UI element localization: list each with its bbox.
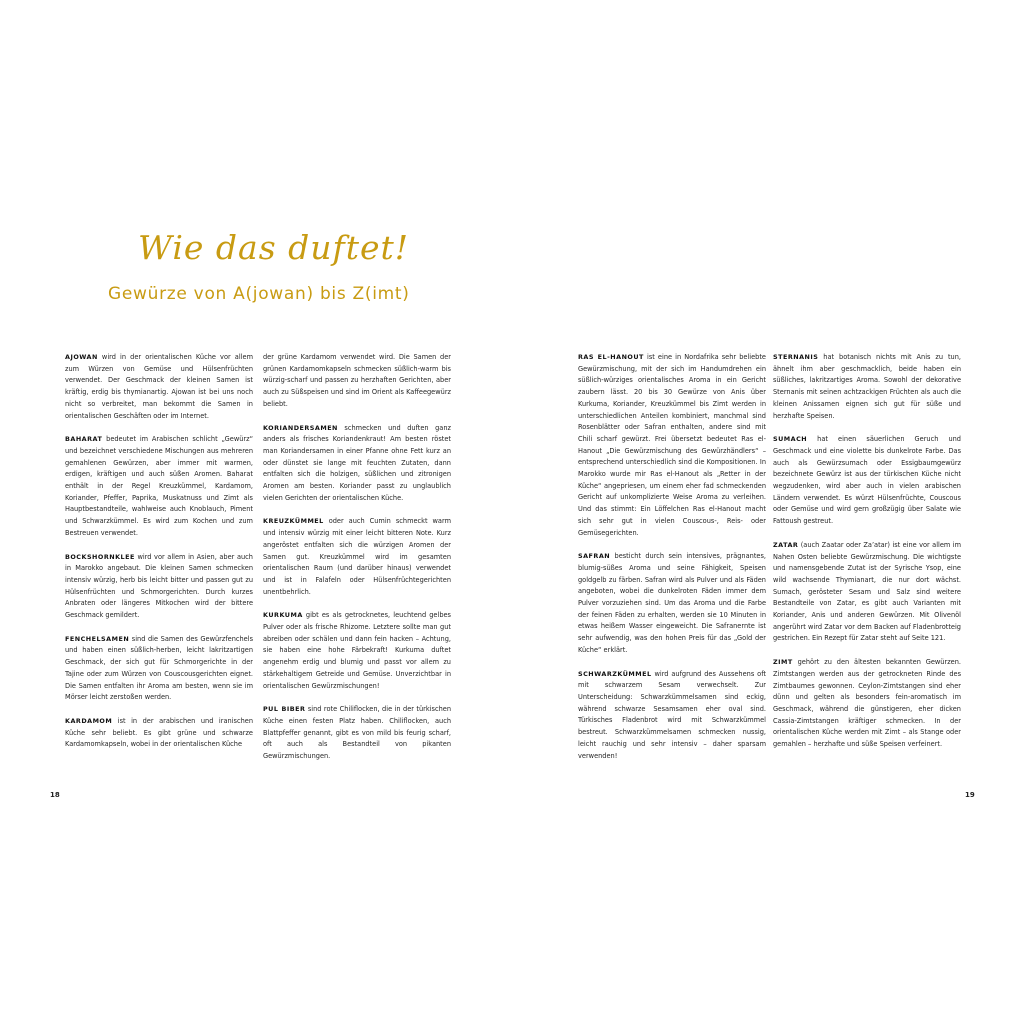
spice-entry-sternanis	[773, 352, 961, 422]
spice-term: BOCKSHORNKLEE	[65, 552, 135, 561]
spice-description: ist in der arabischen und iranischen Küche sehr beliebt. Es gibt grüne und schwarze Kardamomkapseln, wobei in der orientalischen Küche	[65, 716, 253, 749]
spice-entry-sumach	[773, 434, 961, 528]
spice-entry-baharat	[65, 434, 253, 539]
spice-term: BAHARAT	[65, 435, 103, 444]
text-column-3	[578, 352, 766, 774]
spice-term: KREUZKÜMMEL	[263, 517, 324, 526]
spice-description: besticht durch sein intensives, prägnantes, blumig-süßes Aroma und seine Fähigkeit, Speisen goldgelb zu färben. Safran wird als Pulver und als Fäden angeboten, wobei die dunkelroten Fäden immer dem Pulver vorzuziehen sind. Um das Aroma und die Farbe der feinen Fäden zu erhalten, werden sie 10 Minuten in etwas heißem Wasser eingeweicht. Die Safranernte ist sehr aufwendig, was den hohen Preis für das „Gold der Küche“ erklärt.	[578, 552, 766, 654]
text-column-4	[773, 352, 961, 763]
spice-term: AJOWAN	[65, 353, 98, 361]
spice-term: SUMACH	[773, 435, 808, 444]
page-number-right: 19	[965, 791, 975, 799]
spice-entry-kardamom	[65, 716, 253, 751]
text-column-1	[65, 352, 253, 763]
spice-description: gehört zu den ältesten bekannten Gewürzen. Zimtstangen werden aus der getrockneten Rinde des Zimtbaumes gewonnen. Ceylon-Zimtstangen sind eher dünn und gelten als besonders fein-aromatisch im Geschmack, während die günstigeren, eher dicken Cassia-Zimtstangen kräftiger schmecken. In der orientalischen Küche werden mit Zimt – als Stange oder gemahlen – herzhafte und süße Speisen verfeinert.	[773, 658, 961, 749]
spice-entry-fenchelsamen	[65, 634, 253, 704]
spice-description: sind die Samen des Gewürzfenchels und haben einen süßlich-herben, leicht lakritzartigen Geschmack, der sich gut für Schmorgerichte in der Tajine oder zum Würzen von Couscousgerichten eignet. Die Samen entfalten ihr Aroma am besten, wenn sie im Mörser leicht zerstoßen werden.	[65, 634, 253, 702]
spice-description: der grüne Kardamom verwendet wird. Die Samen der grünen Kardamomkapseln schmecken süßlich-warm bis würzig-scharf und passen zu herzhaften Gerichten, aber auch zu Süßspeisen und sind im Orient als Kaffeegewürz beliebt.	[263, 353, 451, 408]
spice-entry-kurkuma	[263, 610, 451, 692]
text-column-2	[263, 352, 451, 775]
spice-entry-kreuzkuemmel	[263, 516, 451, 598]
spice-description: wird in der orientalischen Küche vor allem zum Würzen von Gemüse und Hülsenfrüchten verwendet. Der Geschmack der kleinen Samen ist kräftig, erdig bis thymianartig. Ajowan ist bei uns noch nicht so verbreitet, man bekommt die Samen in orientalischen Geschäften oder im Internet.	[65, 353, 253, 420]
spice-term: FENCHELSAMEN	[65, 634, 130, 643]
spice-term: RAS EL-HANOUT	[578, 353, 644, 361]
spice-entry-kardamom-continued	[263, 352, 451, 411]
spice-term: ZATAR	[773, 540, 799, 549]
page-number-left: 18	[50, 791, 60, 799]
spice-entry-zimt	[773, 657, 961, 751]
spice-entry-schwarzkuemmel	[578, 669, 766, 763]
spice-entry-koriandersamen	[263, 423, 451, 505]
spice-term: KARDAMOM	[65, 716, 113, 725]
spice-entry-pul-biber	[263, 704, 451, 763]
page-title: Wie das duftet!	[138, 228, 410, 267]
spice-description: wird aufgrund des Aussehens oft mit schwarzem Sesam verwechselt. Zur Unterscheidung: Schwarzkümmelsamen sind eckig, während schwarze Sesamsamen eher oval sind. Türkisches Fladenbrot wird mit Schwarzkümmel bestreut. Schwarzkümmelsamen schmecken nussig, leicht rauchig und sehr intensiv – daher sparsam verwenden!	[578, 669, 766, 760]
spice-description: schmecken und duften ganz anders als frisches Koriandenkraut! Am besten röstet man Koriandersamen in einer Pfanne ohne Fett kurz an oder dünstet sie lange mit feuchten Zutaten, dann entfalten sich die holzigen, süßlichen und zitronigen Aromen am besten. Koriander passt zu unglaublich vielen Gerichten der orientalischen Küche.	[263, 423, 451, 502]
spice-description: hat einen säuerlichen Geruch und Geschmack und eine violette bis dunkelrote Farbe. Das auch als Gewürzsumach oder Essigbaumgewürz bezeichnete Gewürz ist aus der türkischen Küche nicht wegzudenken, wird aber auch in vielen arabischen Ländern verwendet. Es würzt Hülsenfrüchte, Couscous oder Gemüse und wird gern großzügig über Salate wie Fattoush gestreut.	[773, 435, 961, 526]
spice-description: gibt es als getrocknetes, leuchtend gelbes Pulver oder als frische Rhizome. Letztere sollte man gut abreiben oder schälen und dann fein hacken – Achtung, sie haben eine hohe Färbekraft! Kurkuma duftet angenehm erdig und blumig und passt vor allem zu stärkehaltigem Getreide und Gemüse. Unverzichtbar in orientalischen Gewürzmischungen!	[263, 611, 451, 690]
page-subtitle: Gewürze von A(jowan) bis Z(imt)	[108, 284, 410, 304]
spice-description: ist eine in Nordafrika sehr beliebte Gewürzmischung, mit der sich im Handumdrehen ein süßlich-würziges orientalisches Aroma in ein Gericht zaubern lässt. 20 bis 30 Gewürze von Anis über Kurkuma, Koriander, Kreuzkümmel bis Zimt werden in unterschiedlichen Anteilen kombiniert, manchmal sind Rosenblätter oder Safran enthalten, andere sind mit Chili scharf gewürzt. Frei übersetzt bedeutet Ras el-Hanout „Die Gewürzmischung des Gewürzhändlers“ – entsprechend unterschiedlich sind die Kompositionen. In Marokko wurde mir Ras el-Hanout als „Retter in der Küche“ angepriesen, um einem eher fad schmeckenden Gericht auf unkomplizierte Weise Aroma zu verleihen. Und das stimmt: Ein Löffelchen Ras el-Hanout macht sich sehr gut in vielen Couscous-, Reis- oder Gemüsegerichten.	[578, 353, 766, 537]
spice-entry-safran	[578, 551, 766, 656]
spice-entry-ajowan	[65, 352, 253, 422]
spice-description: hat botanisch nichts mit Anis zu tun, ähnelt ihm aber geschmacklich, beide haben ein süßliches, lakritzartiges Aroma. Sowohl der dekorative Sternanis mit seinen achtzackigen Früchten als auch die kleinen Anissamen eignen sich gut für süße und herzhafte Speisen.	[773, 353, 961, 420]
spice-term: ZIMT	[773, 658, 793, 667]
spice-entry-zatar	[773, 540, 961, 645]
spice-term: PUL BIBER	[263, 705, 306, 714]
spice-term: STERNANIS	[773, 353, 819, 361]
spice-term: KORIANDERSAMEN	[263, 423, 338, 432]
spice-entry-ras-el-hanout	[578, 352, 766, 539]
spice-description: sind rote Chiliflocken, die in der türkischen Küche einen festen Platz haben. Chiliflocken, auch Blattpfeffer genannt, gibt es von mild bis feurig scharf, oft auch als Bestandteil von pikanten Gewürzmischungen.	[263, 705, 451, 761]
spice-description: wird vor allem in Asien, aber auch in Marokko angebaut. Die kleinen Samen schmecken intensiv würzig, herb bis leicht bitter und passen gut zu Hülsenfrüchten und Schmorgerichten. Durch kurzes Anbraten oder längeres Mitkochen wird der bittere Geschmack gemildert.	[65, 552, 253, 620]
spice-entry-bockshornklee	[65, 552, 253, 622]
spice-term: SCHWARZKÜMMEL	[578, 669, 652, 678]
spice-description: oder auch Cumin schmeckt warm und intensiv würzig mit einer leicht bitteren Note. Kurz angeröstet entfalten sich die würzigen Aromen der Samen gut. Kreuzkümmel wird im gesamten orientalischen Raum (und darüber hinaus) verwendet und ist in Falafeln oder Hülsenfrüchtegerichten unentbehrlich.	[263, 517, 451, 596]
spice-description: bedeutet im Arabischen schlicht „Gewürz“ und bezeichnet verschiedene Mischungen aus mehreren gemahlenen Gewürzen, aber immer mit warmen, erdigen, kräftigen und auch süßen Aromen. Baharat enthält in der Regel Kreuzkümmel, Kardamom, Koriander, Pfeffer, Paprika, Muskatnuss und Zimt als Hauptbestandteile, wahlweise auch Knoblauch, Piment und Schwarzkümmel. Es wird zum Kochen und zum Bestreuen verwendet.	[65, 435, 253, 537]
spice-description: (auch Zaatar oder Za’atar) ist eine vor allem im Nahen Osten beliebte Gewürzmischung. Die wichtigste und namensgebende Zutat ist der Syrische Ysop, eine wild wachsende Thymianart, die nur dort wächst. Sumach, gerösteter Sesam und Salz sind weitere Bestandteile von Zatar, es gibt auch Varianten mit Koriander, Anis und anderen Gewürzen. Mit Olivenöl angerührt wird Zatar vor dem Backen auf Fladenbrotteig gestrichen. Ein Rezept für Zatar steht auf Seite 121.	[773, 540, 961, 643]
spice-term: SAFRAN	[578, 552, 611, 561]
spice-term: KURKUMA	[263, 611, 303, 620]
